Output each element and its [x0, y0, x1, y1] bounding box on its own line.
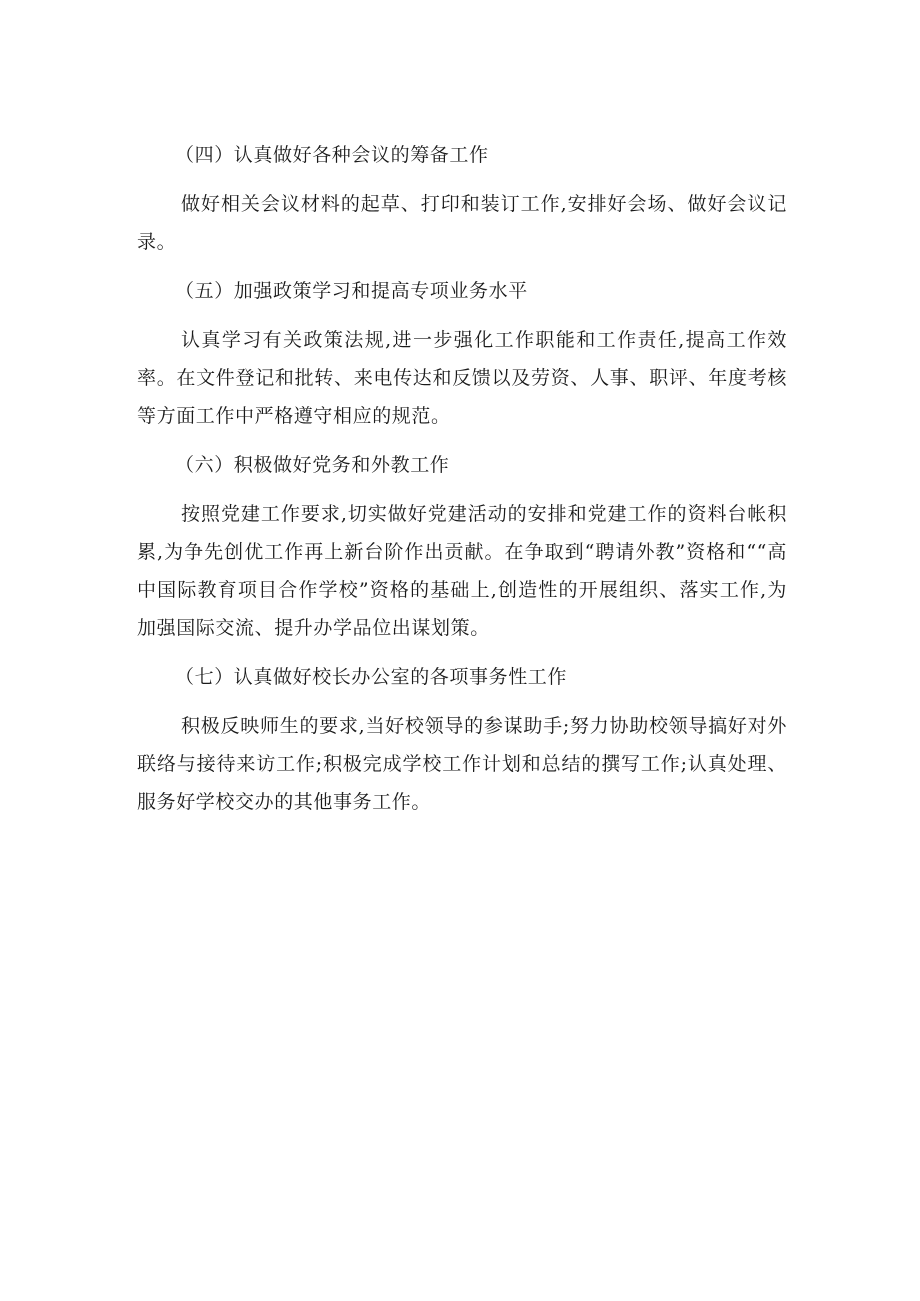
section-paragraph-6: 按照党建工作要求,切实做好党建活动的安排和党建工作的资料台帐积累,为争先创优工作再上新台阶作出贡献。在争取到“聘请外教”资格和““高中国际教育项目合作学校”资格的基础上,创造性的开展组织、落实工作,为加强国际交流、提升办学品位出谋划策。 — [137, 503, 787, 639]
section-paragraph-4: 做好相关会议材料的起草、打印和装订工作,安排好会场、做好会议记录。 — [137, 193, 787, 253]
section-paragraph-7: 积极反映师生的要求,当好校领导的参谋助手;努力协助校领导搞好对外联络与接待来访工作;积极完成学校工作计划和总结的撰写工作;认真处理、服务好学校交办的其他事务工作。 — [137, 715, 787, 813]
section-heading-5: （五）加强政策学习和提高专项业务水平 — [175, 280, 528, 302]
section-heading-6: （六）积极做好党务和外教工作 — [175, 454, 450, 476]
document-body — [137, 136, 787, 832]
section-paragraph-5: 认真学习有关政策法规,进一步强化工作职能和工作责任,提高工作效率。在文件登记和批转、来电传达和反馈以及劳资、人事、职评、年度考核等方面工作中严格遵守相应的规范。 — [137, 329, 787, 427]
section-heading-7: （七）认真做好校长办公室的各项事务性工作 — [175, 666, 568, 688]
section-heading-4: （四）认真做好各种会议的筹备工作 — [175, 144, 489, 166]
